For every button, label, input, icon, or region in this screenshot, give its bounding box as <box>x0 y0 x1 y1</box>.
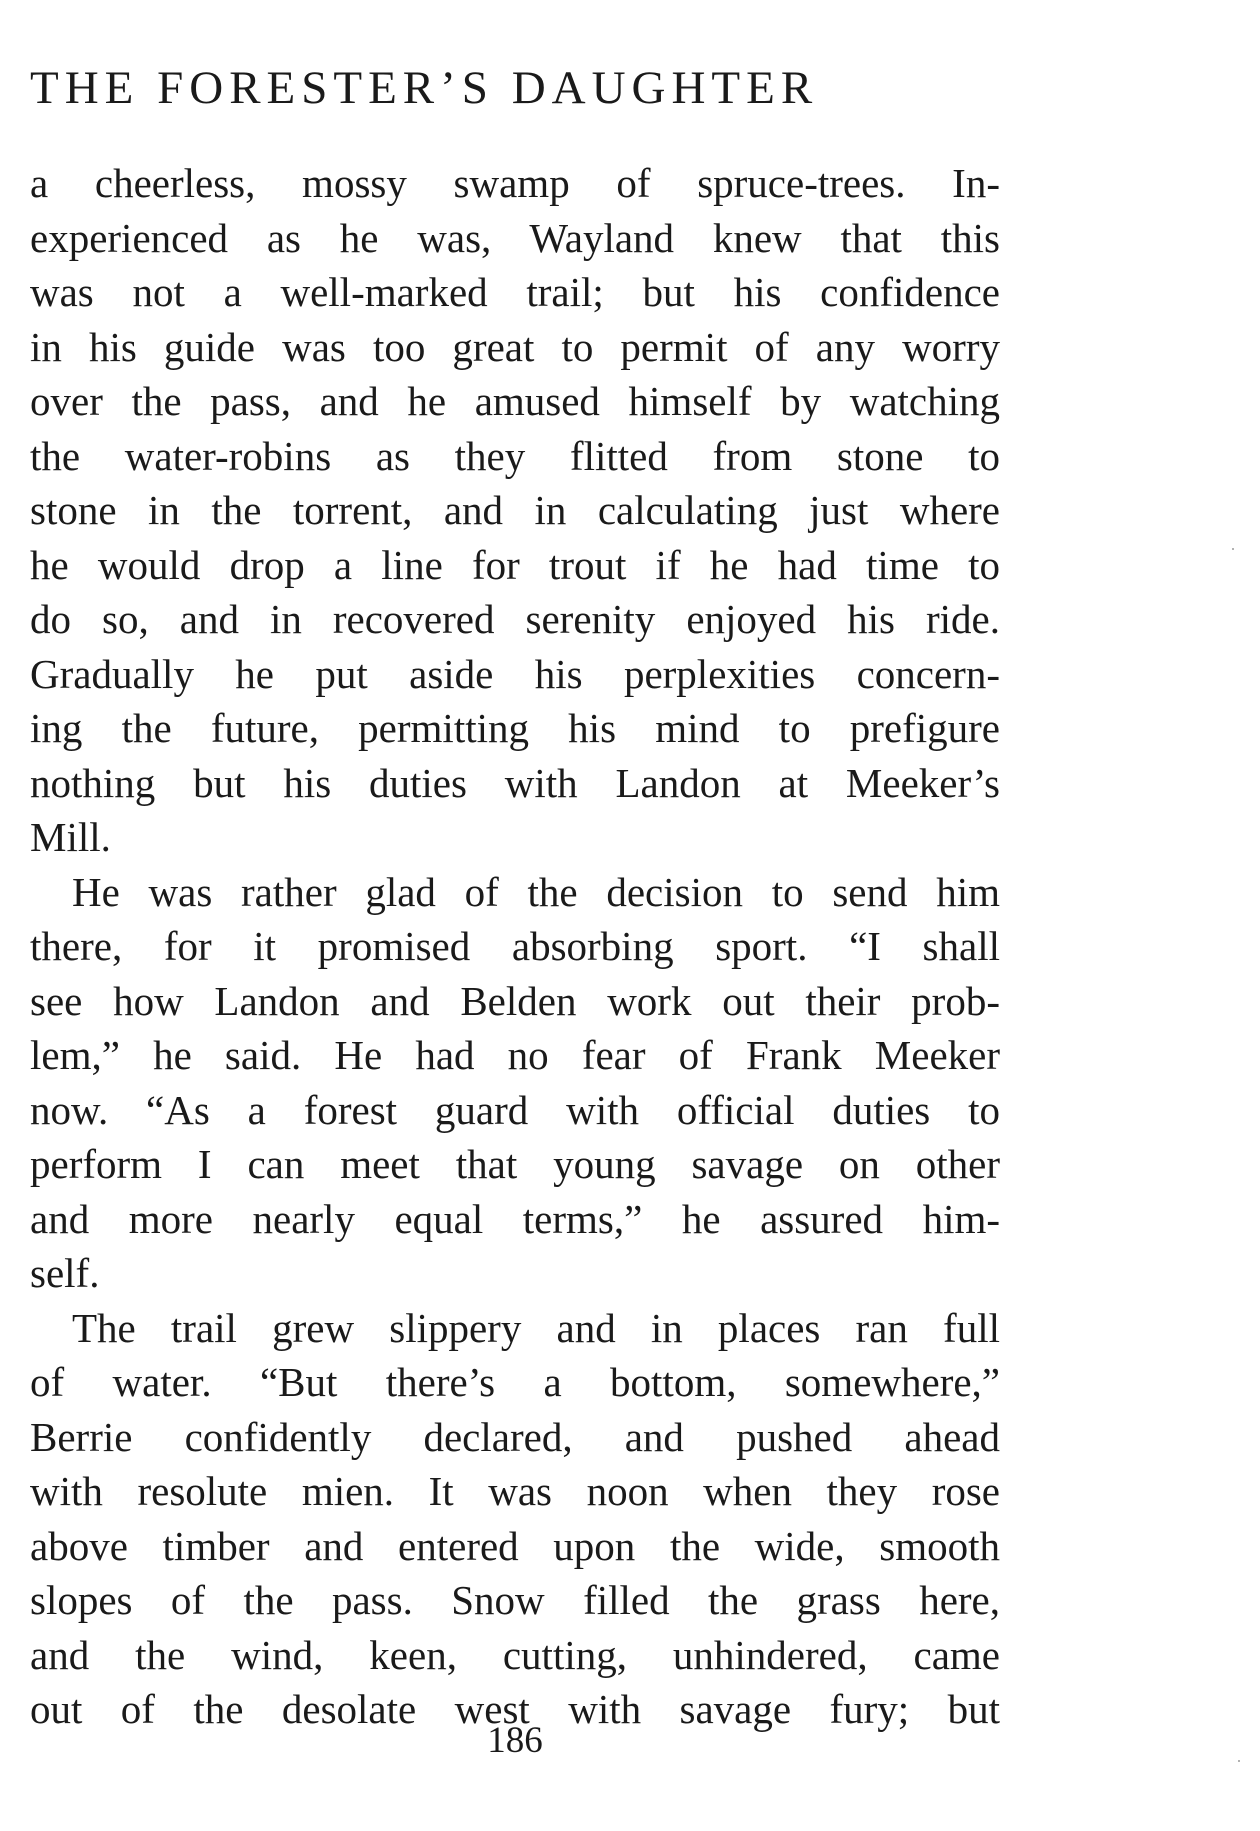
paper-speck <box>1238 1760 1240 1762</box>
text-line: above timber and entered upon the wide, smooth <box>30 1522 1000 1569</box>
text-line: and more nearly equal terms,” he assured him- <box>30 1195 1000 1242</box>
text-line: see how Landon and Belden work out their prob- <box>30 977 1000 1024</box>
text-line: the water-robins as they flitted from stone to <box>30 432 1000 479</box>
page-number: 186 <box>487 1720 543 1761</box>
paper-speck <box>1232 548 1234 550</box>
text-line: was not a well-marked trail; but his confidence <box>30 269 1000 315</box>
text-line: in his guide was too great to permit of any worry <box>30 323 1000 370</box>
text-line: Mill. <box>30 814 111 860</box>
text-line: slopes of the pass. Snow filled the grass here, <box>30 1577 1000 1623</box>
body-text <box>30 156 1000 1737</box>
running-head: THE FORESTER’S DAUGHTER <box>30 62 819 114</box>
text-line: now. “As a forest guard with official duties to <box>30 1086 1000 1133</box>
text-line: and the wind, keen, cutting, unhindered, came <box>30 1631 1000 1678</box>
text-line: He was rather glad of the decision to send him <box>72 868 1000 915</box>
text-line: out of the desolate west with savage fury; but <box>30 1686 1000 1732</box>
text-line: of water. “But there’s a bottom, somewhere,” <box>30 1359 1000 1405</box>
text-line: perform I can meet that young savage on other <box>30 1141 1000 1187</box>
text-line: Berrie confidently declared, and pushed ahead <box>30 1413 1000 1460</box>
text-line: do so, and in recovered serenity enjoyed his ride. <box>30 596 1000 642</box>
text-line: over the pass, and he amused himself by watching <box>30 378 1000 424</box>
text-line: experienced as he was, Wayland knew that this <box>30 214 1000 261</box>
text-line: stone in the torrent, and in calculating just where <box>30 487 1000 533</box>
text-line: a cheerless, mossy swamp of spruce-trees. In- <box>30 160 1000 206</box>
text-line: with resolute mien. It was noon when they rose <box>30 1468 1000 1514</box>
text-line: there, for it promised absorbing sport. “I shall <box>30 923 1000 969</box>
text-line: nothing but his duties with Landon at Meeker’s <box>30 759 1000 806</box>
text-line: self. <box>30 1250 100 1296</box>
text-line: Gradually he put aside his perplexities concern- <box>30 650 1000 697</box>
text-line: lem,” he said. He had no fear of Frank Meeker <box>30 1032 1000 1078</box>
text-line: he would drop a line for trout if he had time to <box>30 541 1000 588</box>
text-line: The trail grew slippery and in places ran full <box>72 1304 1000 1351</box>
book-page <box>30 0 1000 1831</box>
text-line: ing the future, permitting his mind to prefigure <box>30 705 1000 751</box>
